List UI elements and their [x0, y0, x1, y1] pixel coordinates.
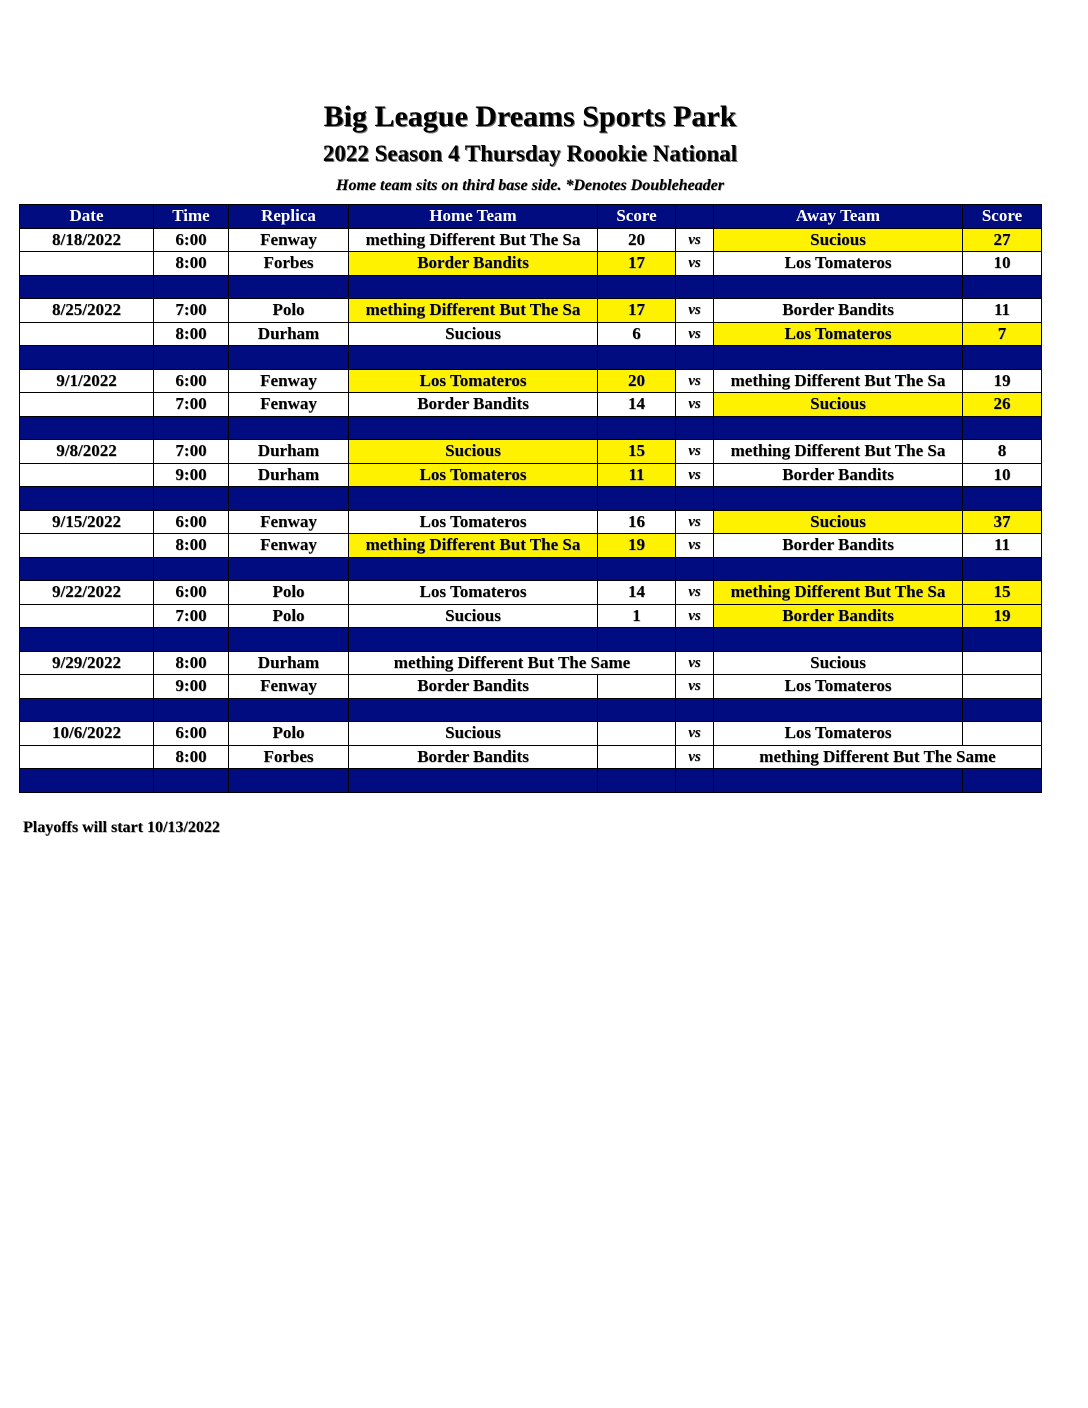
col-home-score: Score [598, 205, 676, 229]
home-team: Los Tomateros [349, 369, 598, 393]
week-separator [20, 769, 1042, 793]
col-vs [676, 205, 714, 229]
game-replica: Durham [229, 322, 349, 346]
season-subtitle: 2022 Season 4 Thursday Roookie National [322, 141, 738, 166]
away-score: 8 [963, 440, 1042, 464]
game-replica: Polo [229, 299, 349, 323]
game-row [20, 322, 1042, 346]
home-team: mething Different But The Sa [349, 299, 598, 323]
separator-cell [20, 346, 154, 370]
game-date [20, 534, 154, 558]
away-team: Sucious [714, 228, 963, 252]
separator-cell [349, 487, 598, 511]
away-team: Los Tomateros [714, 322, 963, 346]
away-team: mething Different But The Sa [714, 440, 963, 464]
playoffs-note: Playoffs will start 10/13/2022 [23, 819, 220, 836]
away-score: 7 [963, 322, 1042, 346]
separator-cell [229, 769, 349, 793]
away-team: Border Bandits [714, 299, 963, 323]
game-row [20, 369, 1042, 393]
away-score [963, 675, 1042, 699]
separator-cell [714, 346, 963, 370]
away-team: Sucious [714, 393, 963, 417]
away-team: Los Tomateros [714, 722, 963, 746]
col-time: Time [154, 205, 229, 229]
separator-cell [963, 698, 1042, 722]
col-away-score: Score [963, 205, 1042, 229]
separator-cell [598, 487, 676, 511]
vs-label: vs [676, 440, 714, 464]
home-score [598, 745, 676, 769]
separator-cell [20, 557, 154, 581]
game-replica: Polo [229, 722, 349, 746]
separator-cell [676, 275, 714, 299]
week-separator [20, 346, 1042, 370]
home-score: 15 [598, 440, 676, 464]
home-team: Border Bandits [349, 745, 598, 769]
separator-cell [349, 698, 598, 722]
home-score: 14 [598, 393, 676, 417]
col-replica: Replica [229, 205, 349, 229]
game-date [20, 322, 154, 346]
separator-cell [963, 275, 1042, 299]
home-team: Los Tomateros [349, 581, 598, 605]
home-team: Sucious [349, 604, 598, 628]
game-date: 9/8/2022 [20, 440, 154, 464]
game-time: 7:00 [154, 393, 229, 417]
away-score [963, 651, 1042, 675]
game-date: 9/1/2022 [20, 369, 154, 393]
separator-cell [154, 557, 229, 581]
separator-cell [963, 416, 1042, 440]
vs-label: vs [676, 228, 714, 252]
game-row [20, 228, 1042, 252]
game-replica: Fenway [229, 534, 349, 558]
separator-cell [154, 769, 229, 793]
home-team: Border Bandits [349, 252, 598, 276]
separator-cell [598, 769, 676, 793]
game-time: 8:00 [154, 534, 229, 558]
home-score: 14 [598, 581, 676, 605]
home-team: Los Tomateros [349, 463, 598, 487]
home-score: 11 [598, 463, 676, 487]
game-date [20, 604, 154, 628]
home-score: 6 [598, 322, 676, 346]
home-team: Sucious [349, 722, 598, 746]
away-score: 27 [963, 228, 1042, 252]
home-team: Border Bandits [349, 675, 598, 699]
week-separator [20, 487, 1042, 511]
game-replica: Fenway [229, 228, 349, 252]
vs-label: vs [676, 463, 714, 487]
home-team: Border Bandits [349, 393, 598, 417]
game-time: 6:00 [154, 510, 229, 534]
separator-cell [714, 275, 963, 299]
vs-label: vs [676, 581, 714, 605]
away-score [963, 722, 1042, 746]
game-time: 9:00 [154, 463, 229, 487]
away-score: 37 [963, 510, 1042, 534]
separator-cell [714, 416, 963, 440]
vs-label: vs [676, 675, 714, 699]
away-team: Los Tomateros [714, 675, 963, 699]
game-time: 6:00 [154, 581, 229, 605]
separator-cell [676, 769, 714, 793]
game-date [20, 745, 154, 769]
separator-cell [598, 698, 676, 722]
home-score: 16 [598, 510, 676, 534]
separator-cell [963, 346, 1042, 370]
col-home-team: Home Team [349, 205, 598, 229]
game-replica: Polo [229, 581, 349, 605]
game-date: 10/6/2022 [20, 722, 154, 746]
col-date: Date [20, 205, 154, 229]
page-title: Big League Dreams Sports Park [323, 100, 737, 133]
separator-cell [154, 346, 229, 370]
separator-cell [20, 769, 154, 793]
separator-cell [154, 487, 229, 511]
home-team: Los Tomateros [349, 510, 598, 534]
separator-cell [714, 557, 963, 581]
separator-cell [963, 487, 1042, 511]
game-time: 6:00 [154, 369, 229, 393]
game-time: 6:00 [154, 228, 229, 252]
home-score: 17 [598, 252, 676, 276]
schedule-table [19, 204, 1042, 793]
home-score: 1 [598, 604, 676, 628]
separator-cell [714, 769, 963, 793]
game-time: 8:00 [154, 651, 229, 675]
game-row [20, 581, 1042, 605]
game-time: 7:00 [154, 299, 229, 323]
game-row [20, 393, 1042, 417]
away-score: 19 [963, 604, 1042, 628]
away-team: Sucious [714, 651, 963, 675]
game-time: 7:00 [154, 604, 229, 628]
separator-cell [598, 275, 676, 299]
home-score: 20 [598, 369, 676, 393]
vs-label: vs [676, 745, 714, 769]
separator-cell [714, 628, 963, 652]
separator-cell [20, 698, 154, 722]
game-row [20, 534, 1042, 558]
separator-cell [20, 275, 154, 299]
separator-cell [229, 698, 349, 722]
separator-cell [229, 487, 349, 511]
separator-cell [349, 769, 598, 793]
separator-cell [349, 346, 598, 370]
header-row [20, 205, 1042, 229]
away-team: Los Tomateros [714, 252, 963, 276]
week-separator [20, 275, 1042, 299]
game-time: 9:00 [154, 675, 229, 699]
away-team: Border Bandits [714, 463, 963, 487]
game-replica: Forbes [229, 252, 349, 276]
separator-cell [714, 487, 963, 511]
game-time: 8:00 [154, 745, 229, 769]
game-row [20, 440, 1042, 464]
game-replica: Fenway [229, 510, 349, 534]
week-separator [20, 416, 1042, 440]
col-away-team: Away Team [714, 205, 963, 229]
game-replica: Fenway [229, 393, 349, 417]
separator-cell [154, 628, 229, 652]
game-row [20, 745, 1042, 769]
home-team: Sucious [349, 440, 598, 464]
game-row [20, 510, 1042, 534]
game-replica: Durham [229, 463, 349, 487]
game-replica: Durham [229, 440, 349, 464]
vs-label: vs [676, 299, 714, 323]
separator-cell [154, 416, 229, 440]
game-row [20, 675, 1042, 699]
game-row [20, 252, 1042, 276]
separator-cell [154, 698, 229, 722]
home-team: mething Different But The Sa [349, 534, 598, 558]
game-replica: Polo [229, 604, 349, 628]
game-replica: Durham [229, 651, 349, 675]
game-row [20, 722, 1042, 746]
home-score: 19 [598, 534, 676, 558]
separator-cell [20, 628, 154, 652]
home-score [598, 722, 676, 746]
vs-label: vs [676, 510, 714, 534]
home-team-note: Home team sits on third base side. *Denotes Doubleheader [336, 177, 724, 194]
separator-cell [20, 416, 154, 440]
home-score [598, 675, 676, 699]
vs-label: vs [676, 252, 714, 276]
vs-label: vs [676, 604, 714, 628]
away-score: 15 [963, 581, 1042, 605]
game-row [20, 463, 1042, 487]
game-replica: Fenway [229, 675, 349, 699]
game-time: 7:00 [154, 440, 229, 464]
game-date [20, 393, 154, 417]
away-score: 10 [963, 252, 1042, 276]
away-score: 26 [963, 393, 1042, 417]
separator-cell [229, 346, 349, 370]
separator-cell [349, 628, 598, 652]
separator-cell [676, 698, 714, 722]
home-score: 20 [598, 228, 676, 252]
away-score: 19 [963, 369, 1042, 393]
away-score: 11 [963, 534, 1042, 558]
separator-cell [349, 275, 598, 299]
away-team: mething Different But The Sa [714, 581, 963, 605]
game-date: 8/25/2022 [20, 299, 154, 323]
vs-label: vs [676, 534, 714, 558]
separator-cell [229, 416, 349, 440]
home-team: mething Different But The Sa [349, 228, 598, 252]
game-replica: Forbes [229, 745, 349, 769]
separator-cell [598, 346, 676, 370]
week-separator [20, 557, 1042, 581]
game-time: 8:00 [154, 252, 229, 276]
separator-cell [676, 487, 714, 511]
home-team: mething Different But The Same [349, 651, 676, 675]
away-score: 10 [963, 463, 1042, 487]
separator-cell [963, 557, 1042, 581]
vs-label: vs [676, 393, 714, 417]
separator-cell [676, 346, 714, 370]
separator-cell [229, 275, 349, 299]
away-team: mething Different But The Sa [714, 369, 963, 393]
separator-cell [349, 416, 598, 440]
vs-label: vs [676, 369, 714, 393]
game-date: 9/29/2022 [20, 651, 154, 675]
vs-label: vs [676, 651, 714, 675]
game-date [20, 252, 154, 276]
away-score: 11 [963, 299, 1042, 323]
separator-cell [20, 487, 154, 511]
separator-cell [229, 628, 349, 652]
game-date: 9/22/2022 [20, 581, 154, 605]
separator-cell [676, 416, 714, 440]
home-score: 17 [598, 299, 676, 323]
separator-cell [229, 557, 349, 581]
week-separator [20, 698, 1042, 722]
separator-cell [714, 698, 963, 722]
separator-cell [963, 769, 1042, 793]
separator-cell [154, 275, 229, 299]
vs-label: vs [676, 722, 714, 746]
away-team: mething Different But The Same [714, 745, 1042, 769]
game-row [20, 299, 1042, 323]
separator-cell [676, 628, 714, 652]
away-team: Border Bandits [714, 604, 963, 628]
game-time: 8:00 [154, 322, 229, 346]
game-row [20, 651, 1042, 675]
game-date [20, 463, 154, 487]
week-separator [20, 628, 1042, 652]
home-team: Sucious [349, 322, 598, 346]
game-date [20, 675, 154, 699]
vs-label: vs [676, 322, 714, 346]
away-team: Border Bandits [714, 534, 963, 558]
game-replica: Fenway [229, 369, 349, 393]
separator-cell [676, 557, 714, 581]
game-date: 9/15/2022 [20, 510, 154, 534]
game-date: 8/18/2022 [20, 228, 154, 252]
away-team: Sucious [714, 510, 963, 534]
separator-cell [598, 628, 676, 652]
game-row [20, 604, 1042, 628]
separator-cell [963, 628, 1042, 652]
separator-cell [598, 557, 676, 581]
game-time: 6:00 [154, 722, 229, 746]
separator-cell [349, 557, 598, 581]
separator-cell [598, 416, 676, 440]
